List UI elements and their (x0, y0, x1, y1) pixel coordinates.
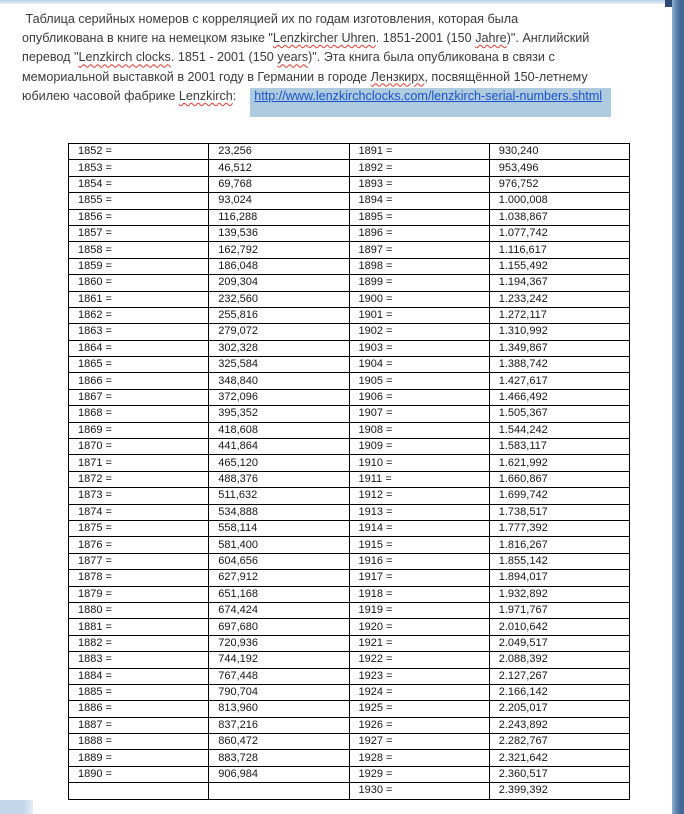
year-cell: 1927 = (349, 734, 489, 750)
table-row (69, 717, 630, 733)
year-cell: 1890 = (69, 766, 209, 782)
year-cell: 1872 = (69, 471, 209, 487)
year-cell: 1926 = (349, 717, 489, 733)
serial-cell: 720,936 (209, 635, 349, 651)
serial-cell: 2.088,392 (489, 652, 629, 668)
year-cell: 1855 = (69, 193, 209, 209)
year-cell: 1869 = (69, 422, 209, 438)
serial-cell: 1.427,617 (489, 373, 629, 389)
serial-cell: 325,584 (209, 357, 349, 373)
table-row (69, 471, 630, 487)
serial-cell: 1.660,867 (489, 471, 629, 487)
year-cell: 1915 = (349, 537, 489, 553)
intro-text: : (232, 88, 237, 103)
serial-cell: 1.699,742 (489, 488, 629, 504)
serial-cell: 744,192 (209, 652, 349, 668)
serial-cell: 1.349,867 (489, 340, 629, 356)
serial-cell: 1.738,517 (489, 504, 629, 520)
serial-cell: 162,792 (209, 242, 349, 258)
year-cell: 1859 = (69, 258, 209, 274)
year-cell: 1881 = (69, 619, 209, 635)
year-cell: 1908 = (349, 422, 489, 438)
intro-line-3 (22, 48, 670, 67)
year-cell: 1922 = (349, 652, 489, 668)
top-border-strip (0, 0, 684, 4)
serial-cell: 1.077,742 (489, 225, 629, 241)
bottom-left-corner-fragment (0, 800, 33, 814)
intro-line-2 (22, 29, 670, 48)
serial-cell: 837,216 (209, 717, 349, 733)
serial-cell: 418,608 (209, 422, 349, 438)
table-row (69, 783, 630, 799)
year-cell: 1882 = (69, 635, 209, 651)
year-cell: 1873 = (69, 488, 209, 504)
year-cell: 1919 = (349, 602, 489, 618)
serial-cell: 1.505,367 (489, 406, 629, 422)
year-cell: 1901 = (349, 307, 489, 323)
year-cell: 1883 = (69, 652, 209, 668)
serial-cell: 930,240 (489, 144, 629, 160)
serial-cell: 1.544,242 (489, 422, 629, 438)
serial-cell: 348,840 (209, 373, 349, 389)
year-cell: 1885 = (69, 684, 209, 700)
serial-cell: 2.166,142 (489, 684, 629, 700)
serial-cell: 372,096 (209, 389, 349, 405)
serial-cell: 93,024 (209, 193, 349, 209)
year-cell: 1906 = (349, 389, 489, 405)
serial-cell: 69,768 (209, 176, 349, 192)
year-cell: 1864 = (69, 340, 209, 356)
table-row (69, 701, 630, 717)
year-cell: 1884 = (69, 668, 209, 684)
serial-cell: 1.310,992 (489, 324, 629, 340)
year-cell: 1899 = (349, 275, 489, 291)
year-cell: 1852 = (69, 144, 209, 160)
intro-line-4 (22, 68, 670, 87)
year-cell: 1875 = (69, 520, 209, 536)
serial-cell: 697,680 (209, 619, 349, 635)
serial-cell: 1.816,267 (489, 537, 629, 553)
misspelled-word: Lenzkirch (178, 88, 233, 103)
serial-cell: 1.388,742 (489, 357, 629, 373)
year-cell: 1865 = (69, 357, 209, 373)
serial-cell: 395,352 (209, 406, 349, 422)
serial-cell: 2.127,267 (489, 668, 629, 684)
year-cell: 1912 = (349, 488, 489, 504)
serial-cell: 2.010,642 (489, 619, 629, 635)
table-row (69, 766, 630, 782)
year-cell: 1857 = (69, 225, 209, 241)
year-cell: 1910 = (349, 455, 489, 471)
year-cell: 1854 = (69, 176, 209, 192)
serial-cell: 627,912 (209, 570, 349, 586)
year-cell: 1894 = (349, 193, 489, 209)
serial-cell: 883,728 (209, 750, 349, 766)
table-row (69, 520, 630, 536)
year-cell: 1909 = (349, 439, 489, 455)
table-row (69, 144, 630, 160)
year-cell: 1917 = (349, 570, 489, 586)
year-cell: 1879 = (69, 586, 209, 602)
serial-cell: 767,448 (209, 668, 349, 684)
year-cell: 1891 = (349, 144, 489, 160)
year-cell: 1930 = (349, 783, 489, 799)
intro-text: юбилею часовой фабрике (22, 88, 179, 103)
year-cell: 1861 = (69, 291, 209, 307)
serial-cell: 651,168 (209, 586, 349, 602)
table-row (69, 488, 630, 504)
intro-text: перевод " (22, 50, 79, 65)
year-cell: 1870 = (69, 439, 209, 455)
serial-cell: 1.894,017 (489, 570, 629, 586)
intro-line-1 (22, 10, 670, 29)
serial-cell: 953,496 (489, 160, 629, 176)
serial-cell: 1.971,767 (489, 602, 629, 618)
table-row (69, 340, 630, 356)
serial-cell: 1.466,492 (489, 389, 629, 405)
misspelled-word: Jahre (475, 31, 507, 46)
serial-cell: 2.321,642 (489, 750, 629, 766)
serial-cell: 1.777,392 (489, 520, 629, 536)
serial-cell: 1.038,867 (489, 209, 629, 225)
serial-cell: 2.205,017 (489, 701, 629, 717)
serial-numbers-table-body (69, 144, 630, 800)
serial-cell: 604,656 (209, 553, 349, 569)
table-row (69, 307, 630, 323)
serial-cell: 1.272,117 (489, 307, 629, 323)
table-row (69, 635, 630, 651)
intro-text: , посвящённой 150-летнему (424, 69, 588, 84)
table-row (69, 553, 630, 569)
serial-cell: 1.932,892 (489, 586, 629, 602)
table-row (69, 258, 630, 274)
year-cell: 1911 = (349, 471, 489, 487)
intro-text: мемориальной выставкой в 2001 году в Германии в городе (22, 69, 371, 84)
intro-text: Таблица серийных номеров с корреляцией их по годам изготовления, которая была (22, 12, 519, 26)
table-row (69, 357, 630, 373)
table-row (69, 324, 630, 340)
serial-cell: 1.116,617 (489, 242, 629, 258)
table-row (69, 406, 630, 422)
year-cell: 1860 = (69, 275, 209, 291)
year-cell: 1907 = (349, 406, 489, 422)
serial-cell: 23,256 (209, 144, 349, 160)
serial-cell: 813,960 (209, 701, 349, 717)
serial-cell: 279,072 (209, 324, 349, 340)
year-cell: 1867 = (69, 389, 209, 405)
misspelled-word: Lenzkirch clocks (78, 50, 171, 65)
serial-cell: 1.155,492 (489, 258, 629, 274)
year-cell: 1888 = (69, 734, 209, 750)
serial-numbers-table (68, 143, 630, 800)
top-right-corner-square (665, 0, 672, 7)
misspelled-word: years (277, 50, 309, 65)
serial-cell: 255,816 (209, 307, 349, 323)
year-cell: 1886 = (69, 701, 209, 717)
table-row (69, 439, 630, 455)
year-cell: 1903 = (349, 340, 489, 356)
year-cell: 1929 = (349, 766, 489, 782)
year-cell: 1880 = (69, 602, 209, 618)
table-row (69, 586, 630, 602)
year-cell: 1868 = (69, 406, 209, 422)
serial-cell: 790,704 (209, 684, 349, 700)
year-cell: 1920 = (349, 619, 489, 635)
year-cell: 1916 = (349, 553, 489, 569)
year-cell: 1897 = (349, 242, 489, 258)
table-row (69, 570, 630, 586)
serial-cell: 2.360,517 (489, 766, 629, 782)
table-row (69, 389, 630, 405)
serial-cell: 116,288 (209, 209, 349, 225)
year-cell: 1902 = (349, 324, 489, 340)
serial-cell: 186,048 (209, 258, 349, 274)
intro-text: . 1851 - 2001 (150 (170, 50, 278, 65)
serial-cell: 2.399,392 (489, 783, 629, 799)
serial-numbers-link[interactable]: http://www.lenzkirchclocks.com/lenzkirch-serial-numbers.shtml (250, 88, 611, 105)
table-row (69, 537, 630, 553)
year-cell: 1913 = (349, 504, 489, 520)
year-cell: 1887 = (69, 717, 209, 733)
table-row (69, 750, 630, 766)
table-row (69, 176, 630, 192)
year-cell: 1856 = (69, 209, 209, 225)
serial-cell: 1.583,117 (489, 439, 629, 455)
serial-cell: 976,752 (489, 176, 629, 192)
intro-text: опубликована в книге на немецком языке " (22, 31, 273, 46)
serial-cell: 465,120 (209, 455, 349, 471)
serial-cell: 488,376 (209, 471, 349, 487)
serial-cell: 511,632 (209, 488, 349, 504)
serial-cell: 232,560 (209, 291, 349, 307)
serial-cell: 209,304 (209, 275, 349, 291)
year-cell: 1893 = (349, 176, 489, 192)
year-cell: 1918 = (349, 586, 489, 602)
table-row (69, 160, 630, 176)
year-cell: 1925 = (349, 701, 489, 717)
serial-cell: 1.233,242 (489, 291, 629, 307)
window-edge-bar (672, 0, 684, 814)
year-cell: 1900 = (349, 291, 489, 307)
year-cell: 1876 = (69, 537, 209, 553)
table-row (69, 734, 630, 750)
table-row (69, 373, 630, 389)
year-cell: 1905 = (349, 373, 489, 389)
table-row (69, 275, 630, 291)
year-cell: 1928 = (349, 750, 489, 766)
table-row (69, 602, 630, 618)
table-row (69, 193, 630, 209)
serial-cell: 2.282,767 (489, 734, 629, 750)
serial-cell: 1.621,992 (489, 455, 629, 471)
year-cell: 1924 = (349, 684, 489, 700)
year-cell: 1866 = (69, 373, 209, 389)
table-row (69, 668, 630, 684)
serial-cell: 139,536 (209, 225, 349, 241)
intro-text: )". Английский (506, 31, 590, 46)
intro-paragraph (22, 10, 670, 106)
serial-cell: 558,114 (209, 520, 349, 536)
year-cell: 1923 = (349, 668, 489, 684)
year-cell: 1863 = (69, 324, 209, 340)
table-row (69, 225, 630, 241)
year-cell: 1889 = (69, 750, 209, 766)
serial-cell (209, 783, 349, 799)
serial-cell: 46,512 (209, 160, 349, 176)
table-row (69, 652, 630, 668)
year-cell: 1874 = (69, 504, 209, 520)
serial-cell: 906,984 (209, 766, 349, 782)
serial-cell: 302,328 (209, 340, 349, 356)
misspelled-word: Lenzkircher Uhren (272, 31, 376, 46)
table-row (69, 242, 630, 258)
intro-text: )". Эта книга была опубликована в связи с (308, 50, 555, 65)
serial-cell: 1.194,367 (489, 275, 629, 291)
table-row (69, 291, 630, 307)
year-cell: 1862 = (69, 307, 209, 323)
serial-cell: 2.243,892 (489, 717, 629, 733)
year-cell: 1898 = (349, 258, 489, 274)
serial-cell: 2.049,517 (489, 635, 629, 651)
table-row (69, 422, 630, 438)
serial-cell: 674,424 (209, 602, 349, 618)
serial-cell: 1.000,008 (489, 193, 629, 209)
year-cell: 1853 = (69, 160, 209, 176)
year-cell: 1871 = (69, 455, 209, 471)
intro-text: . 1851-2001 (150 (375, 31, 476, 46)
misspelled-word: Лензкирх (370, 69, 425, 84)
year-cell: 1858 = (69, 242, 209, 258)
year-cell: 1895 = (349, 209, 489, 225)
table-row (69, 455, 630, 471)
year-cell: 1896 = (349, 225, 489, 241)
year-cell: 1914 = (349, 520, 489, 536)
year-cell: 1904 = (349, 357, 489, 373)
table-row (69, 684, 630, 700)
year-cell (69, 783, 209, 799)
serial-cell: 1.855,142 (489, 553, 629, 569)
serial-cell: 581,400 (209, 537, 349, 553)
table-row (69, 619, 630, 635)
year-cell: 1892 = (349, 160, 489, 176)
year-cell: 1877 = (69, 553, 209, 569)
year-cell: 1878 = (69, 570, 209, 586)
serial-cell: 860,472 (209, 734, 349, 750)
year-cell: 1921 = (349, 635, 489, 651)
intro-line-5 (22, 87, 670, 106)
table-row (69, 504, 630, 520)
serial-cell: 534,888 (209, 504, 349, 520)
serial-cell: 441,864 (209, 439, 349, 455)
table-row (69, 209, 630, 225)
